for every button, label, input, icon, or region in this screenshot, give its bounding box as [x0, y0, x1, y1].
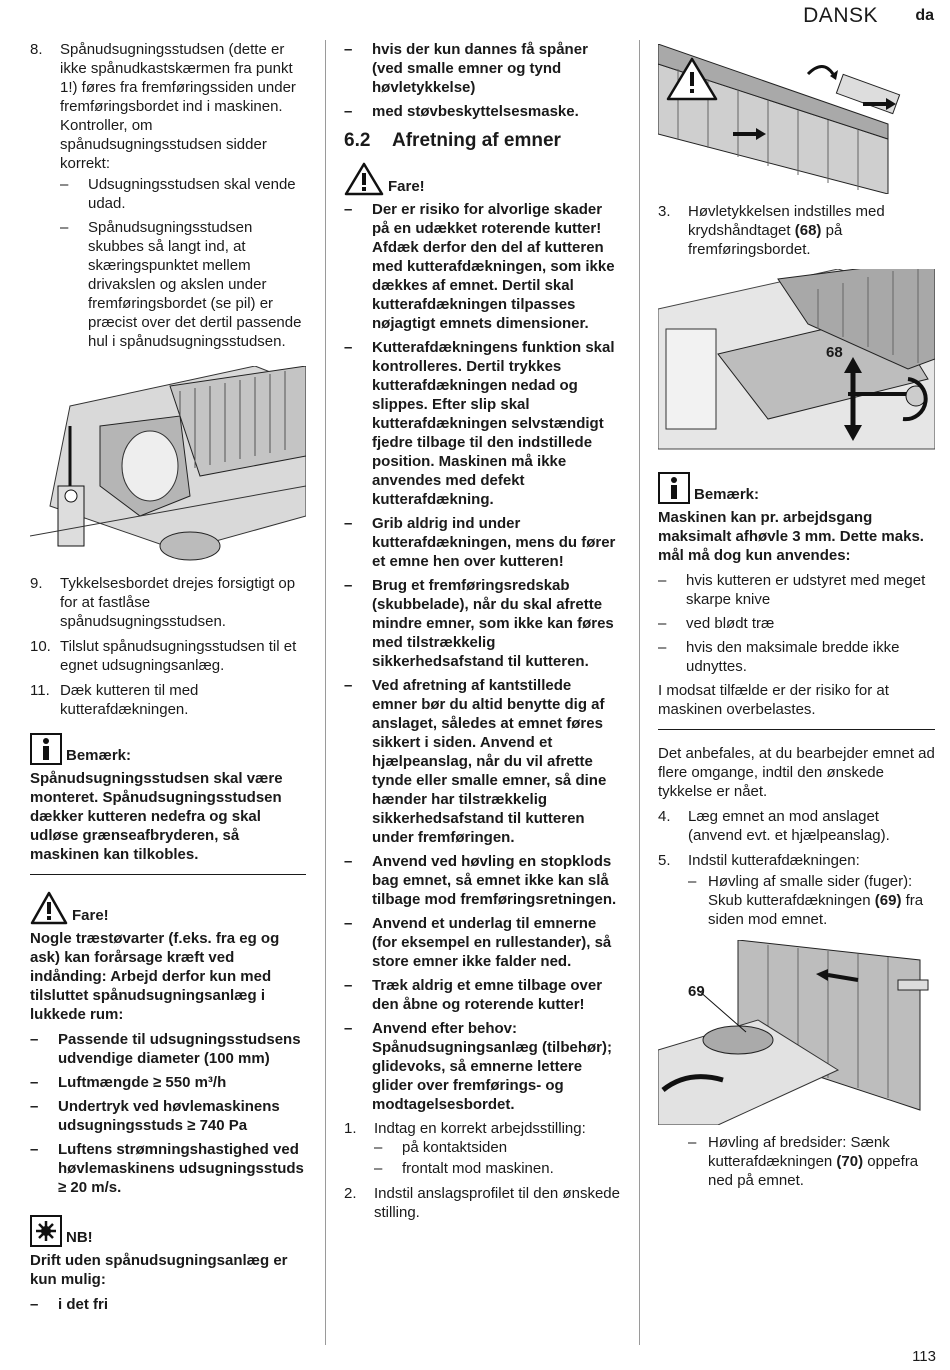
danger-item: Træk aldrig et emne tilbage over den åbne og roterende kutter! [372, 977, 603, 1013]
warning-icon [30, 891, 68, 925]
nb-item: i det fri [58, 1296, 109, 1313]
section-heading [344, 131, 620, 150]
section-title: Afretning af emner [392, 130, 561, 151]
sub-item: Høvling af smalle sider (fuger): Skub kutterafdækningen (69) fra siden mod emnet. [708, 873, 924, 928]
note-title: Bemærk: [66, 747, 132, 764]
page-number: 113 [912, 1348, 936, 1365]
danger-title: Fare! [72, 907, 109, 924]
danger-heading [30, 891, 306, 925]
danger-item: Anvend et underlag til emnerne (for eksempel en rullestander), så store emner ikke falder ned. [372, 915, 612, 970]
callout-label: 69 [688, 983, 705, 1000]
note-after: I modsat tilfælde er der risiko for at maskinen overbelastes. [658, 682, 889, 718]
danger-item: Luftmængde ≥ 550 m³/h [58, 1074, 227, 1091]
column-1: 8. Spånudsugningsstudsen (dette er ikke spånudkastskærmen fra punkt 1!) føres fra fremføringssiden under fremføringsbordet ind i maskinen. Kontroller, om spånudsugningsstudsen sidder korrekt: – Udsugningsstudsen skal vende udad. – Spånudsugningsstudsen skubbes så langt ind, at skæringspunktet mellem drivakslen og akslen under fremføringsbordet (se pil) er præcist over det dertil passende hul i spånudsugningsstudsen. 9. Tykkelsesbordet drejes forsigtigt op for at fastlåse spånudsugningsstudsen. 10. Tilslut spånudsugningsstudsen til et egnet udsugningsanlæg. 11. Dæk kutteren til med kutterafdækningen. Bemærk: Spånudsugningsstudsen skal være monteret. Spånudsugningsstudsen dækker kutteren nedefra og skal udløse grænseafbryderen, så maskinen kan tilkobles. Fare! Nogle træstøvarter (f.eks. fra eg og ask) kan forårsage kræft ved indånding: Arbejd derfor kun med tilsluttet spånudsugningsanlæg i lukkede rum: – Passende til udsugningsstudsens udvendige diameter (100 mm) – Luftmængde ≥ 550 m³/h – Undertryk ved høvlemaskinens udsugningsstuds ≥ 740 Pa – Luftens strømningshastighed ved høvlemaskinens udsugningsstuds ≥ 20 m/s. NB! Drift uden spånudsugningsanlæg er kun mulig: – i det fri [30, 40, 306, 1319]
info-icon [30, 733, 62, 765]
danger-item: Der er risiko for alvorlige skader på en udækket roterende kutter! Afdæk derfor den del af kutteren med kutterafdækningen, som ikke dækkes af emnet. Dertil skal kutterafdækningen tilpasses nøjagtigt emnets dimensioner. [372, 201, 615, 332]
note-title: Bemærk: [694, 486, 760, 503]
step-item: 2. Indstil anslagsprofilet til den ønskede stilling. [344, 1185, 620, 1221]
step-item: 10. Tilslut spånudsugningsstudsen til et egnet udsugningsanlæg. [30, 638, 297, 674]
header-language-code: da [915, 7, 934, 24]
step-item: 11. Dæk kutteren til med kutterafdækningen. [30, 682, 199, 718]
illustration-thickness-handle [658, 269, 935, 464]
list-item: hvis der kun dannes få spåner (ved smalle emner og tynd høvletykkelse) [372, 41, 588, 96]
note-text: Maskinen kan pr. arbejdsgang maksimalt afhøvle 3 mm. Dette maks. mål må dog kun anvendes: [658, 509, 924, 564]
step-item: 9. Tykkelsesbordet drejes forsigtigt op for at fastlåse spånudsugningsstudsen. [30, 575, 296, 630]
header-language: DANSK [803, 4, 878, 27]
sub-item: Udsugningsstudsen skal vende udad. [88, 176, 296, 212]
nb-heading [30, 1215, 306, 1247]
step-item: 1. Indtag en korrekt arbejdsstilling: – på kontaktsiden – frontalt mod maskinen. [344, 1119, 620, 1178]
column-divider [639, 40, 640, 1345]
divider [658, 729, 935, 730]
warning-icon [344, 162, 384, 196]
column-divider [325, 40, 326, 1345]
danger-item: Grib aldrig ind under kutterafdækningen, mens du fører et emne hen over kutteren! [372, 515, 616, 570]
danger-item: Ved afretning af kantstillede emner bør du altid benytte dig af anslaget, således at emnet føres sikkert i siden. Anvend et hjælpeanslag, når du vil afrette tynde eller smalle emner, så dine hænder har tilstrækkelig sikkerhedsafstand til kutteren under fremføringen. [372, 677, 607, 846]
caution-gear-icon [30, 1215, 62, 1247]
note-item: hvis kutteren er udstyret med meget skarpe knive [686, 572, 926, 608]
divider [30, 874, 306, 875]
ref-number: (68) [794, 222, 822, 239]
note-item: hvis den maksimale bredde ikke udnyttes. [686, 639, 900, 675]
nb-title: NB! [66, 1229, 93, 1246]
ref-number: (69) [874, 892, 902, 909]
column-3: 3. Høvletykkelsen indstilles med krydshåndtaget (68) på fremføringsbordet. 68 Bemærk: Maskinen kan pr. arbejdsgang maksimalt afhøvle 3 mm. Dette maks. mål må dog kun anvendes: – hvis kutteren er udstyret med meget skarpe knive – ved blødt træ – hvis den maksimale bredde ikke udnyttes. I modsat tilfælde er der risiko for at maskinen overbelastes. Det anbefales, at du bearbejder emnet ad flere omgange, indtil den ønskede tykkelse er nået. 4. Læg emnet an mod anslaget (anvend evt. et hjælpeanslag). 5. Indstil kutterafdækningen: – Høvling af smalle sider (fuger): Skub kutterafdækningen (69) fra siden mod emnet. 69 – Høvling af bredsider: Sænk kutterafdækningen (70) oppefra ned på emnet. [658, 40, 935, 1195]
step-item: 5. Indstil kutterafdækningen: – Høvling af smalle sider (fuger): Skub kutterafdækningen (69) fra siden mod emnet. [658, 851, 935, 934]
sub-item: på kontaktsiden [402, 1139, 508, 1156]
danger-item: Brug et fremføringsredskab (skubbelade), når du skal afrette mindre emner, som ikke kan føres med tilstrækkelig sikkerhedsafstand til kutteren. [372, 577, 614, 670]
nb-text: Drift uden spånudsugningsanlæg er kun mulig: [30, 1252, 288, 1288]
danger-title: Fare! [388, 178, 425, 195]
illustration-fence-adjustment [658, 44, 935, 194]
danger-item: Passende til udsugningsstudsens udvendige diameter (100 mm) [58, 1031, 301, 1067]
danger-item: Luftens strømningshastighed ved høvlemaskinens udsugningsstuds ≥ 20 m/s. [58, 1141, 304, 1196]
note-heading [658, 472, 935, 504]
danger-item: Anvend efter behov: Spånudsugningsanlæg (tilbehør); glidevoks, så emnerne lettere glider over fremførings- og modtagelsesbordet. [372, 1020, 612, 1113]
list-item: med støvbeskyttelsesmaske. [372, 103, 579, 120]
info-icon [658, 472, 690, 504]
step-text: Spånudsugningsstudsen (dette er ikke spånudkastskærmen fra punkt 1!) føres fra fremføringssiden under fremføringsbordet ind i maskinen. Kontroller, om spånudsugningsstudsen sidder korrekt: [60, 41, 296, 172]
section-number: 6.2 [344, 130, 371, 151]
illustration-guard-side [658, 940, 935, 1125]
danger-item: Kutterafdækningens funktion skal kontrolleres. Dertil trykkes kutterafdækningen nedad og slippes. Efter slip skal kutterafdækningen selvstændigt fjedre tilbage til den indstillede position. Maskinen må ikke anvendes med defekt kutterafdækning. [372, 339, 615, 508]
step-item: 3. Høvletykkelsen indstilles med krydshåndtaget (68) på fremføringsbordet. [658, 203, 885, 258]
column-2: – hvis der kun dannes få spåner (ved smalle emner og tynd høvletykkelse) – med støvbeskyttelsesmaske. 6.2 Afretning af emner Fare! – Der er risiko for alvorlige skader på en udækket roterende kutter! Afdæk derfor den del af kutteren med kutterafdækningen, som ikke dækkes af emnet. Dertil skal kutterafdækningen tilpasses nøjagtigt emnets dimensioner. – Kutterafdækningens funktion skal kontrolleres. Dertil trykkes kutterafdækningen nedad og slippes. Efter slip skal kutterafdækningen selvstændigt fjedre tilbage til den indstillede position. Maskinen må ikke anvendes med defekt kutterafdækning. – Grib aldrig ind under kutterafdækningen, mens du fører et emne hen over kutteren! – Brug et fremføringsredskab (skubbelade), når du skal afrette mindre emner, som ikke kan føres med tilstrækkelig sikkerhedsafstand til kutteren. – Ved afretning af kantstillede emner bør du altid benytte dig af anslaget, således at emnet føres sikkert i siden. Anvend et hjælpeanslag, når du vil afrette tynde eller smalle emner, så dine hænder har tilstrækkelig sikkerhedsafstand til kutteren under fremføringen. – Anvend ved høvling en stopklods bag emnet, så emnet ikke kan slå tilbage mod fremføringsretningen. – Anvend et underlag til emnerne (for eksempel en rullestander), så store emner ikke falder ned. – Træk aldrig et emne tilbage over den åbne og roterende kutter! – Anvend efter behov: Spånudsugningsanlæg (tilbehør); glidevoks, så emnerne lettere glider over fremførings- og modtagelsesbordet. 1. Indtag en korrekt arbejdsstilling: – på kontaktsiden – frontalt mod maskinen. 2. Indstil anslagsprofilet til den ønskede stilling. [344, 41, 620, 1221]
danger-item: Anvend ved høvling en stopklods bag emnet, så emnet ikke kan slå tilbage mod fremføringsretningen. [372, 853, 617, 908]
callout-label: 68 [826, 344, 843, 361]
danger-heading [344, 162, 620, 196]
sub-item: frontalt mod maskinen. [402, 1160, 554, 1177]
note-heading [30, 733, 306, 765]
note-text: Spånudsugningsstudsen skal være monteret. Spånudsugningsstudsen dækker kutteren nedefra og skal udløse grænseafbryderen, så maskinen kan tilkobles. [30, 770, 283, 863]
paragraph: Det anbefales, at du bearbejder emnet ad flere omgange, indtil den ønskede tykkelse er nået. [658, 745, 935, 800]
note-item: ved blødt træ [686, 615, 775, 632]
danger-item: Undertryk ved høvlemaskinens udsugningsstuds ≥ 740 Pa [58, 1098, 280, 1134]
sub-item: Høvling af bredsider: Sænk kutterafdækningen (70) oppefra ned på emnet. [708, 1134, 919, 1189]
sub-item: Spånudsugningsstudsen skubbes så langt ind, at skæringspunktet mellem drivakslen og akslen under fremføringsbordet (se pil) er præcist over det dertil passende hul i spånudsugningsstudsen. [88, 219, 302, 350]
danger-text: Nogle træstøvarter (f.eks. fra eg og ask) kan forårsage kræft ved indånding: Arbejd derfor kun med tilsluttet spånudsugningsanlæg i lukkede rum: [30, 930, 280, 1023]
ref-number: (70) [836, 1153, 864, 1170]
step-item: 4. Læg emnet an mod anslaget (anvend evt. et hjælpeanslag). [658, 808, 890, 844]
machine-illustration-extraction-port [30, 366, 306, 566]
step-item: 8. Spånudsugningsstudsen (dette er ikke spånudkastskærmen fra punkt 1!) føres fra fremføringssiden under fremføringsbordet ind i maskinen. Kontroller, om spånudsugningsstudsen sidder korrekt: – Udsugningsstudsen skal vende udad. – Spånudsugningsstudsen skubbes så langt ind, at skæringspunktet mellem drivakslen og akslen under fremføringsbordet (se pil) er præcist over det dertil passende hul i spånudsugningsstudsen. [30, 40, 306, 356]
